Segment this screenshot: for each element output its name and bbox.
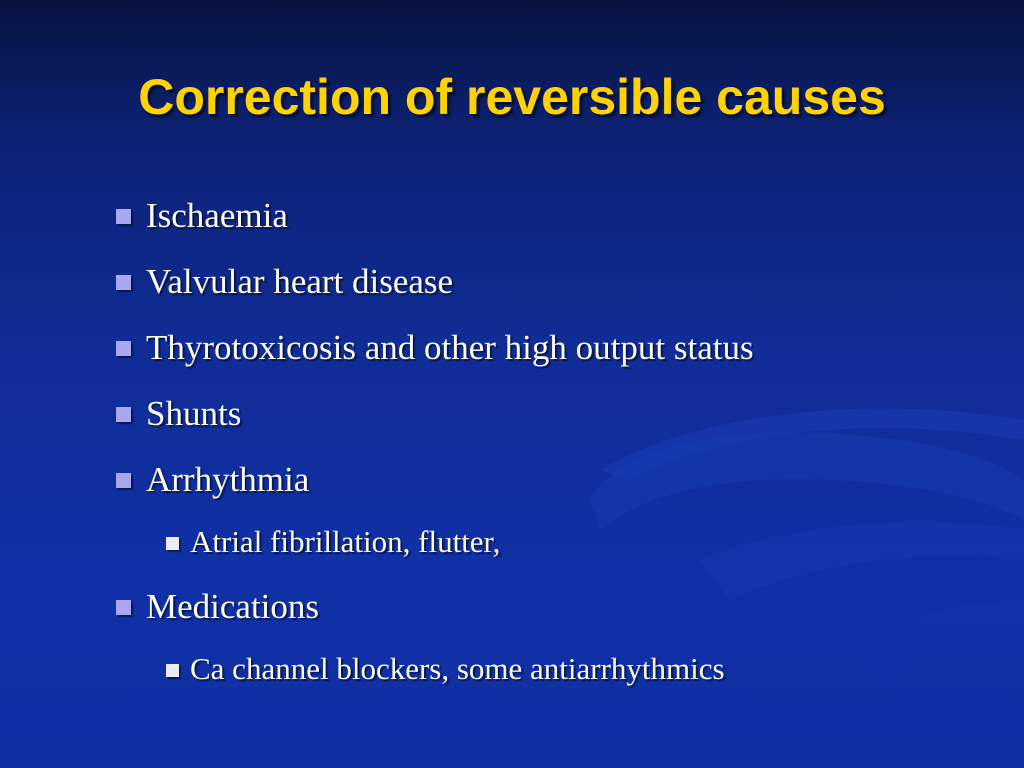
sub-bullet-item-atrial-fibrillation xyxy=(116,520,754,581)
square-bullet-icon xyxy=(116,407,131,422)
bullet-item-thyrotoxicosis xyxy=(116,322,754,388)
bullet-text: Ischaemia xyxy=(146,196,288,235)
bullet-list xyxy=(116,190,754,708)
bullet-text: Ca channel blockers, some antiarrhythmics xyxy=(190,651,725,686)
bullet-item-valvular-heart-disease xyxy=(116,256,754,322)
square-bullet-icon xyxy=(166,537,179,550)
square-bullet-icon xyxy=(116,600,131,615)
bullet-text: Atrial fibrillation, flutter, xyxy=(190,524,501,559)
bullet-text: Shunts xyxy=(146,394,242,433)
square-bullet-icon xyxy=(116,275,131,290)
bullet-item-arrhythmia xyxy=(116,454,754,520)
bullet-text: Arrhythmia xyxy=(146,460,310,499)
bullet-item-medications xyxy=(116,581,754,647)
slide-title: Correction of reversible causes xyxy=(138,69,886,125)
bullet-text: Thyrotoxicosis and other high output status xyxy=(146,328,754,367)
square-bullet-icon xyxy=(116,473,131,488)
sub-bullet-item-ca-channel-blockers xyxy=(116,647,754,708)
bullet-text: Valvular heart disease xyxy=(146,262,454,301)
square-bullet-icon xyxy=(116,341,131,356)
square-bullet-icon xyxy=(116,209,131,224)
bullet-item-shunts xyxy=(116,388,754,454)
square-bullet-icon xyxy=(166,664,179,677)
bullet-item-ischaemia xyxy=(116,190,754,256)
bullet-text: Medications xyxy=(146,587,320,626)
